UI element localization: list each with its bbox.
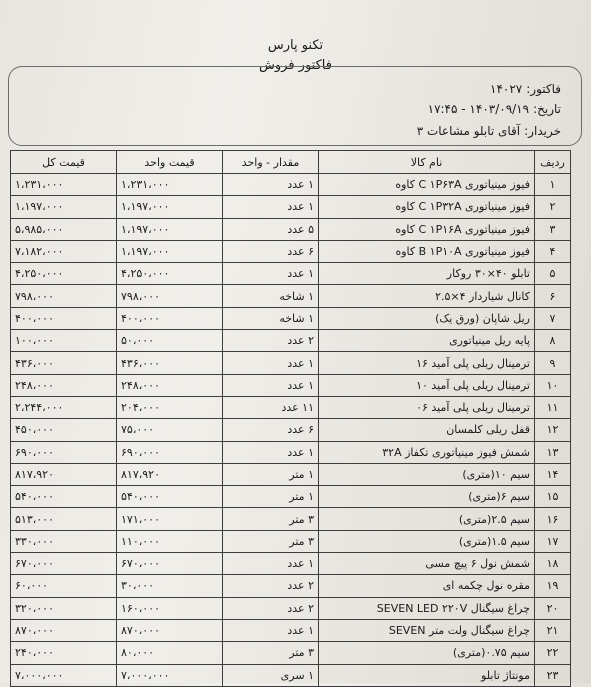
table-row xyxy=(11,396,571,418)
table-row xyxy=(11,419,571,441)
invoice-number-label: فاکتور: xyxy=(526,82,561,96)
table-row xyxy=(11,486,571,508)
cell-quantity-unit: ۱ عدد xyxy=(223,374,319,396)
cell-row-number: ۲۲ xyxy=(535,642,571,664)
cell-quantity-unit: ۱ عدد xyxy=(223,263,319,285)
cell-total-price: ۸۱۷،۹۲۰ xyxy=(11,463,117,485)
table-header-row xyxy=(11,151,571,174)
cell-unit-price: ۱۱۰،۰۰۰ xyxy=(117,530,223,552)
cell-total-price: ۶۹۰،۰۰۰ xyxy=(11,441,117,463)
cell-item-name: چراغ سیگنال ولت متر SEVEN xyxy=(319,619,535,641)
table-row xyxy=(11,352,571,374)
date-value: ۱۴۰۳/۰۹/۱۹ - ۱۷:۴۵ xyxy=(427,102,530,116)
cell-item-name: کانال شیاردار ۴×۲.۵ xyxy=(319,285,535,307)
cell-unit-price: ۱۶۰،۰۰۰ xyxy=(117,597,223,619)
cell-item-name: مونتاژ تابلو xyxy=(319,664,535,686)
cell-total-price: ۲،۲۴۴،۰۰۰ xyxy=(11,396,117,418)
cell-total-price: ۷۹۸،۰۰۰ xyxy=(11,285,117,307)
table-row xyxy=(11,530,571,552)
cell-row-number: ۱۳ xyxy=(535,441,571,463)
cell-quantity-unit: ۱ متر xyxy=(223,463,319,485)
cell-row-number: ۲۱ xyxy=(535,619,571,641)
table-body xyxy=(11,174,571,687)
table-row xyxy=(11,553,571,575)
cell-item-name: ترمینال ریلی پلی آمید ۰۶ xyxy=(319,396,535,418)
cell-total-price: ۸۷۰،۰۰۰ xyxy=(11,619,117,641)
cell-total-price: ۶۰،۰۰۰ xyxy=(11,575,117,597)
buyer-value: آقای تابلو مشاعات ۳ xyxy=(416,124,521,138)
cell-row-number: ۱۸ xyxy=(535,553,571,575)
cell-quantity-unit: ۱ عدد xyxy=(223,174,319,196)
cell-row-number: ۸ xyxy=(535,330,571,352)
table-row xyxy=(11,597,571,619)
cell-item-name: سیم ۱۰(متری) xyxy=(319,463,535,485)
column-header-unit-price: قیمت واحد xyxy=(117,151,223,174)
cell-unit-price: ۷،۰۰۰،۰۰۰ xyxy=(117,664,223,686)
cell-unit-price: ۴،۲۵۰،۰۰۰ xyxy=(117,263,223,285)
cell-unit-price: ۴۰۰،۰۰۰ xyxy=(117,307,223,329)
cell-total-price: ۵۱۳،۰۰۰ xyxy=(11,508,117,530)
cell-row-number: ۱۷ xyxy=(535,530,571,552)
cell-row-number: ۱۹ xyxy=(535,575,571,597)
column-header-total-price: قیمت کل xyxy=(11,151,117,174)
cell-quantity-unit: ۱ عدد xyxy=(223,553,319,575)
cell-item-name: چراغ سیگنال SEVEN LED ۲۲۰V xyxy=(319,597,535,619)
cell-quantity-unit: ۱ عدد xyxy=(223,196,319,218)
cell-item-name: سیم ۲.۵(متری) xyxy=(319,508,535,530)
cell-unit-price: ۱،۱۹۷،۰۰۰ xyxy=(117,196,223,218)
cell-item-name: ریل شاپان (ورق یک) xyxy=(319,307,535,329)
cell-quantity-unit: ۵ عدد xyxy=(223,218,319,240)
cell-unit-price: ۷۵،۰۰۰ xyxy=(117,419,223,441)
cell-total-price: ۷،۰۰۰،۰۰۰ xyxy=(11,664,117,686)
cell-total-price: ۱۰۰،۰۰۰ xyxy=(11,330,117,352)
table-row xyxy=(11,218,571,240)
cell-total-price: ۱،۱۹۷،۰۰۰ xyxy=(11,196,117,218)
cell-item-name: قفل ریلی کلمسان xyxy=(319,419,535,441)
cell-row-number: ۱۴ xyxy=(535,463,571,485)
cell-row-number: ۷ xyxy=(535,307,571,329)
cell-unit-price: ۶۹۰،۰۰۰ xyxy=(117,441,223,463)
cell-unit-price: ۶۷۰،۰۰۰ xyxy=(117,553,223,575)
cell-row-number: ۹ xyxy=(535,352,571,374)
cell-unit-price: ۳۰،۰۰۰ xyxy=(117,575,223,597)
cell-item-name: پایه ریل مینیاتوری xyxy=(319,330,535,352)
cell-unit-price: ۵۰،۰۰۰ xyxy=(117,330,223,352)
cell-row-number: ۴ xyxy=(535,240,571,262)
shop-name: تکنو پارس xyxy=(267,38,324,53)
cell-item-name: شمش فیوز مینیاتوری تکفاز ۳۲A xyxy=(319,441,535,463)
cell-unit-price: ۸۱۷،۹۲۰ xyxy=(117,463,223,485)
cell-row-number: ۵ xyxy=(535,263,571,285)
cell-quantity-unit: ۳ متر xyxy=(223,642,319,664)
invoice-number-line xyxy=(490,82,561,96)
cell-quantity-unit: ۱ عدد xyxy=(223,352,319,374)
cell-item-name: سیم ۶(متری) xyxy=(319,486,535,508)
cell-quantity-unit: ۶ عدد xyxy=(223,419,319,441)
cell-unit-price: ۲۴۸،۰۰۰ xyxy=(117,374,223,396)
cell-unit-price: ۱۷۱،۰۰۰ xyxy=(117,508,223,530)
cell-row-number: ۱۶ xyxy=(535,508,571,530)
cell-total-price: ۵۴۰،۰۰۰ xyxy=(11,486,117,508)
cell-quantity-unit: ۱ سری xyxy=(223,664,319,686)
cell-item-name: فیوز مینیاتوری C ۱P۳۲A کاوه xyxy=(319,196,535,218)
cell-item-name: سیم ۱.۵(متری) xyxy=(319,530,535,552)
cell-total-price: ۵،۹۸۵،۰۰۰ xyxy=(11,218,117,240)
invoice-number-value: ۱۴۰۲۷ xyxy=(490,82,523,96)
cell-quantity-unit: ۲ عدد xyxy=(223,575,319,597)
cell-row-number: ۱۲ xyxy=(535,419,571,441)
buyer-label: خریدار: xyxy=(524,124,561,138)
cell-unit-price: ۸۷۰،۰۰۰ xyxy=(117,619,223,641)
date-label: تاریخ: xyxy=(533,102,561,116)
cell-unit-price: ۷۹۸،۰۰۰ xyxy=(117,285,223,307)
buyer-line xyxy=(417,124,561,138)
cell-unit-price: ۱،۲۳۱،۰۰۰ xyxy=(117,174,223,196)
cell-unit-price: ۴۳۶،۰۰۰ xyxy=(117,352,223,374)
cell-unit-price: ۱،۱۹۷،۰۰۰ xyxy=(117,240,223,262)
cell-total-price: ۳۳۰،۰۰۰ xyxy=(11,530,117,552)
cell-quantity-unit: ۱ عدد xyxy=(223,441,319,463)
cell-row-number: ۱۱ xyxy=(535,396,571,418)
table-row xyxy=(11,263,571,285)
items-table xyxy=(10,150,571,687)
cell-item-name: ترمینال ریلی پلی آمید ۱۶ xyxy=(319,352,535,374)
cell-row-number: ۲۰ xyxy=(535,597,571,619)
cell-item-name: سیم ۰.۷۵(متری) xyxy=(319,642,535,664)
table-row xyxy=(11,307,571,329)
cell-quantity-unit: ۱ شاخه xyxy=(223,285,319,307)
column-header-row-number: ردیف xyxy=(535,151,571,174)
cell-item-name: شمش نول ۶ پیچ مسی xyxy=(319,553,535,575)
table-row xyxy=(11,619,571,641)
cell-row-number: ۱ xyxy=(535,174,571,196)
cell-unit-price: ۵۴۰،۰۰۰ xyxy=(117,486,223,508)
table-row xyxy=(11,174,571,196)
table-row xyxy=(11,196,571,218)
cell-total-price: ۶۷۰،۰۰۰ xyxy=(11,553,117,575)
cell-unit-price: ۲۰۴،۰۰۰ xyxy=(117,396,223,418)
cell-total-price: ۴۳۶،۰۰۰ xyxy=(11,352,117,374)
cell-total-price: ۱،۲۳۱،۰۰۰ xyxy=(11,174,117,196)
table-row xyxy=(11,285,571,307)
cell-row-number: ۱۵ xyxy=(535,486,571,508)
column-header-item-name: نام کالا xyxy=(319,151,535,174)
cell-row-number: ۱۰ xyxy=(535,374,571,396)
document-title: فاکتور فروش xyxy=(259,58,332,73)
cell-unit-price: ۸۰،۰۰۰ xyxy=(117,642,223,664)
cell-item-name: فیوز مینیاتوری C ۱P۶۳A کاوه xyxy=(319,174,535,196)
cell-quantity-unit: ۱۱ عدد xyxy=(223,396,319,418)
date-line xyxy=(428,102,561,116)
cell-row-number: ۲۳ xyxy=(535,664,571,686)
table-row xyxy=(11,508,571,530)
cell-quantity-unit: ۱ متر xyxy=(223,486,319,508)
cell-quantity-unit: ۶ عدد xyxy=(223,240,319,262)
cell-quantity-unit: ۱ عدد xyxy=(223,619,319,641)
cell-total-price: ۴،۲۵۰،۰۰۰ xyxy=(11,263,117,285)
cell-quantity-unit: ۲ عدد xyxy=(223,330,319,352)
cell-total-price: ۲۴۸،۰۰۰ xyxy=(11,374,117,396)
cell-item-name: فیوز مینیاتوری C ۱P۱۶A کاوه xyxy=(319,218,535,240)
cell-row-number: ۳ xyxy=(535,218,571,240)
cell-total-price: ۴۵۰،۰۰۰ xyxy=(11,419,117,441)
cell-total-price: ۷،۱۸۲،۰۰۰ xyxy=(11,240,117,262)
table-row xyxy=(11,463,571,485)
table-row xyxy=(11,575,571,597)
cell-item-name: فیوز مینیاتوری B ۱P۱۰A کاوه xyxy=(319,240,535,262)
cell-unit-price: ۱،۱۹۷،۰۰۰ xyxy=(117,218,223,240)
cell-total-price: ۴۰۰،۰۰۰ xyxy=(11,307,117,329)
cell-row-number: ۶ xyxy=(535,285,571,307)
cell-item-name: تابلو ۴۰×۳۰ روکار xyxy=(319,263,535,285)
column-header-quantity-unit: مقدار - واحد xyxy=(223,151,319,174)
table-row xyxy=(11,240,571,262)
cell-row-number: ۲ xyxy=(535,196,571,218)
cell-total-price: ۳۲۰،۰۰۰ xyxy=(11,597,117,619)
cell-total-price: ۲۴۰،۰۰۰ xyxy=(11,642,117,664)
table-row xyxy=(11,374,571,396)
table-row xyxy=(11,441,571,463)
table-row xyxy=(11,330,571,352)
cell-quantity-unit: ۳ متر xyxy=(223,508,319,530)
cell-quantity-unit: ۳ متر xyxy=(223,530,319,552)
cell-quantity-unit: ۲ عدد xyxy=(223,597,319,619)
table-row xyxy=(11,642,571,664)
cell-item-name: ترمینال ریلی پلی آمید ۱۰ xyxy=(319,374,535,396)
cell-quantity-unit: ۱ شاخه xyxy=(223,307,319,329)
cell-item-name: مقره نول چکمه ای xyxy=(319,575,535,597)
